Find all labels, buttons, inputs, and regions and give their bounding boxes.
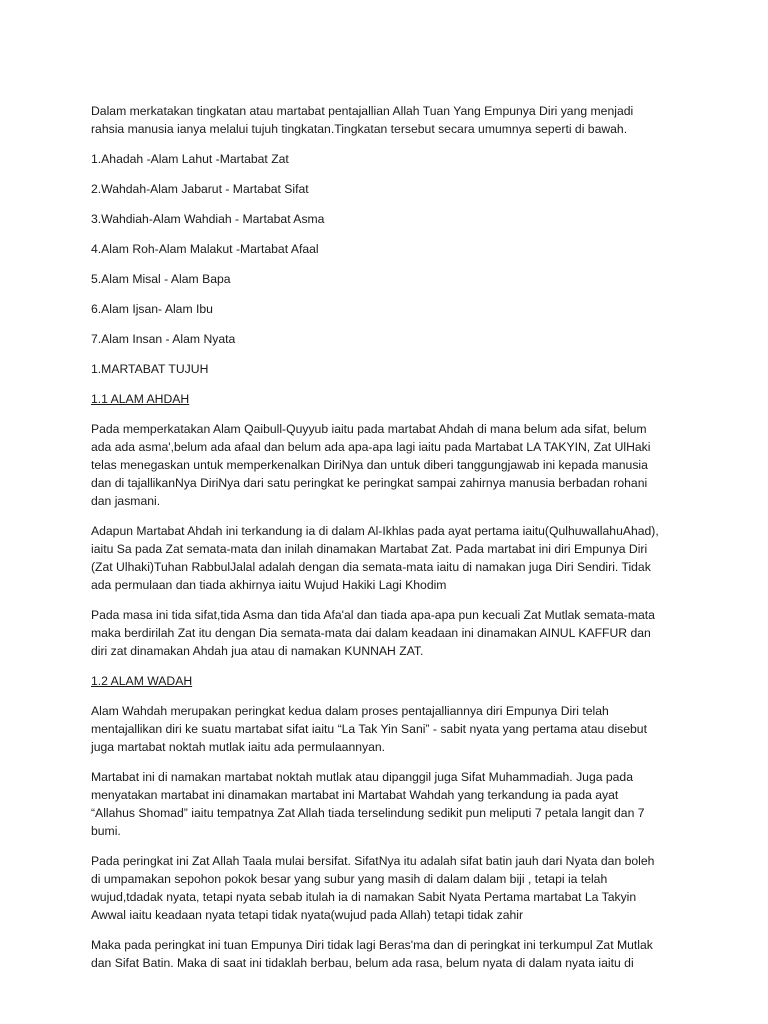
paragraph-7 (91, 936, 691, 972)
text-line: Pada masa ini tida sifat,tida Asma dan tida Afa'al dan tiada apa-apa pun kecuali Zat Mutlak semata-mata (91, 608, 655, 622)
paragraph-3 (91, 606, 691, 660)
list-item: 7.Alam Insan - Alam Nyata (91, 332, 236, 346)
text-line: Maka pada peringkat ini tuan Empunya Diri tidak lagi Beras'ma dan di peringkat ini terkumpul Zat Mutlak (91, 938, 653, 952)
text-line: wujud,tdadak nyata, tetapi nyata sebab itulah ia di namakan Sabit Nyata Pertama martabat La Takyin (91, 890, 637, 904)
text-line: menyatakan martabat ini dinamakan martabat ini Martabat Wahdah yang terkandung ia pada ayat (91, 788, 619, 802)
text-line: Awwal iaitu keadaan nyata tetapi tidak nyata(wujud pada Allah) tetapi tidak zahir (91, 908, 524, 922)
paragraph-6 (91, 852, 691, 924)
text-line: diri zat dinamakan Ahdah jua atau di namakan KUNNAH ZAT. (91, 644, 424, 658)
text-line: di umpamakan sepohon pokok besar yang subur yang masih di dalam dalam biji , tetapi ia telah (91, 872, 608, 886)
paragraph-1 (91, 420, 691, 510)
heading-alam-wadah: 1.2 ALAM WADAH (91, 674, 193, 688)
text-line: maka berdirilah Zat itu dengan Dia semata-mata dai dalam keadaan ini dinamakan AINUL KAFFUR dan (91, 626, 651, 640)
heading-alam-ahdah: 1.1 ALAM AHDAH (91, 392, 190, 406)
text-line: Pada memperkatakan Alam Qaibull-Quyyub iaitu pada martabat Ahdah di mana belum ada sifat, belum (91, 422, 647, 436)
text-line: “Allahus Shomad” iaitu tempatnya Zat Allah tiada terselindung sedikit pun meliputi 7 petala langit dan 7 (91, 806, 645, 820)
text-line: mentajallikan diri ke suatu martabat sifat iaitu “La Tak Yin Sani” - sabit nyata yang pertama atau disebut (91, 722, 647, 736)
list-item: 5.Alam Misal - Alam Bapa (91, 272, 231, 286)
text-line: ada permulaan dan tiada akhirnya iaitu Wujud Hakiki Lagi Khodim (91, 578, 447, 592)
text-line: dan di tajallikanNya DiriNya dari satu peringkat ke peringkat sampai zahirnya manusia berbadan rohani (91, 476, 648, 490)
list-item: 3.Wahdiah-Alam Wahdiah - Martabat Asma (91, 212, 325, 226)
text-line: ada ada asma',belum ada afaal dan belum ada apa-apa lagi iaitu pada Martabat LA TAKYIN, Zat UlHaki (91, 440, 651, 454)
text-line: iaitu Sa pada Zat semata-mata dan inilah dinamakan Martabat Zat. Pada martabat ini diri Empunya Diri (91, 542, 648, 556)
text-line: (Zat Ulhaki)Tuhan RabbulJalal adalah dengan dia semata-mata iaitu di namakan juga Diri Sendiri. Tidak (91, 560, 651, 574)
paragraph-5 (91, 768, 691, 840)
text-line: dan jasmani. (91, 494, 161, 508)
paragraph-4 (91, 702, 691, 756)
text-line: Alam Wahdah merupakan peringkat kedua dalam proses pentajalliannya diri Empunya Diri telah (91, 704, 609, 718)
list-item: 1.Ahadah -Alam Lahut -Martabat Zat (91, 152, 289, 166)
text-line: dan Sifat Batin. Maka di saat ini tidaklah berbau, belum ada rasa, belum nyata di dalam nyata iaitu di (91, 956, 634, 970)
list-item: 6.Alam Ijsan- Alam Ibu (91, 302, 213, 316)
text-line: rahsia manusia ianya melalui tujuh tingkatan.Tingkatan tersebut secara umumnya seperti di bawah. (91, 122, 628, 136)
text-line: Martabat ini di namakan martabat noktah mutlak atau dipanggil juga Sifat Muhammadiah. Juga pada (91, 770, 633, 784)
text-line: telas menegaskan untuk memperkenalkan DiriNya dan untuk diberi tanggungjawab ini kepada manusia (91, 458, 648, 472)
paragraph-2 (91, 522, 691, 594)
text-line: Pada peringkat ini Zat Allah Taala mulai bersifat. SifatNya itu adalah sifat batin jauh dari Nyata dan boleh (91, 854, 655, 868)
text-line: Dalam merkatakan tingkatan atau martabat pentajallian Allah Tuan Yang Empunya Diri yang menjadi (91, 104, 634, 118)
list-item: 2.Wahdah-Alam Jabarut - Martabat Sifat (91, 182, 309, 196)
text-line: juga martabat noktah mutlak iaitu ada permulaannyan. (91, 740, 386, 754)
list-item: 4.Alam Roh-Alam Malakut -Martabat Afaal (91, 242, 319, 256)
section-title: 1.MARTABAT TUJUH (91, 362, 209, 376)
text-line: bumi. (91, 824, 121, 838)
text-line: Adapun Martabat Ahdah ini terkandung ia di dalam Al-Ikhlas pada ayat pertama iaitu(QulhuwallahuAhad), (91, 524, 659, 538)
intro-paragraph (91, 102, 691, 138)
document-body (91, 102, 691, 984)
